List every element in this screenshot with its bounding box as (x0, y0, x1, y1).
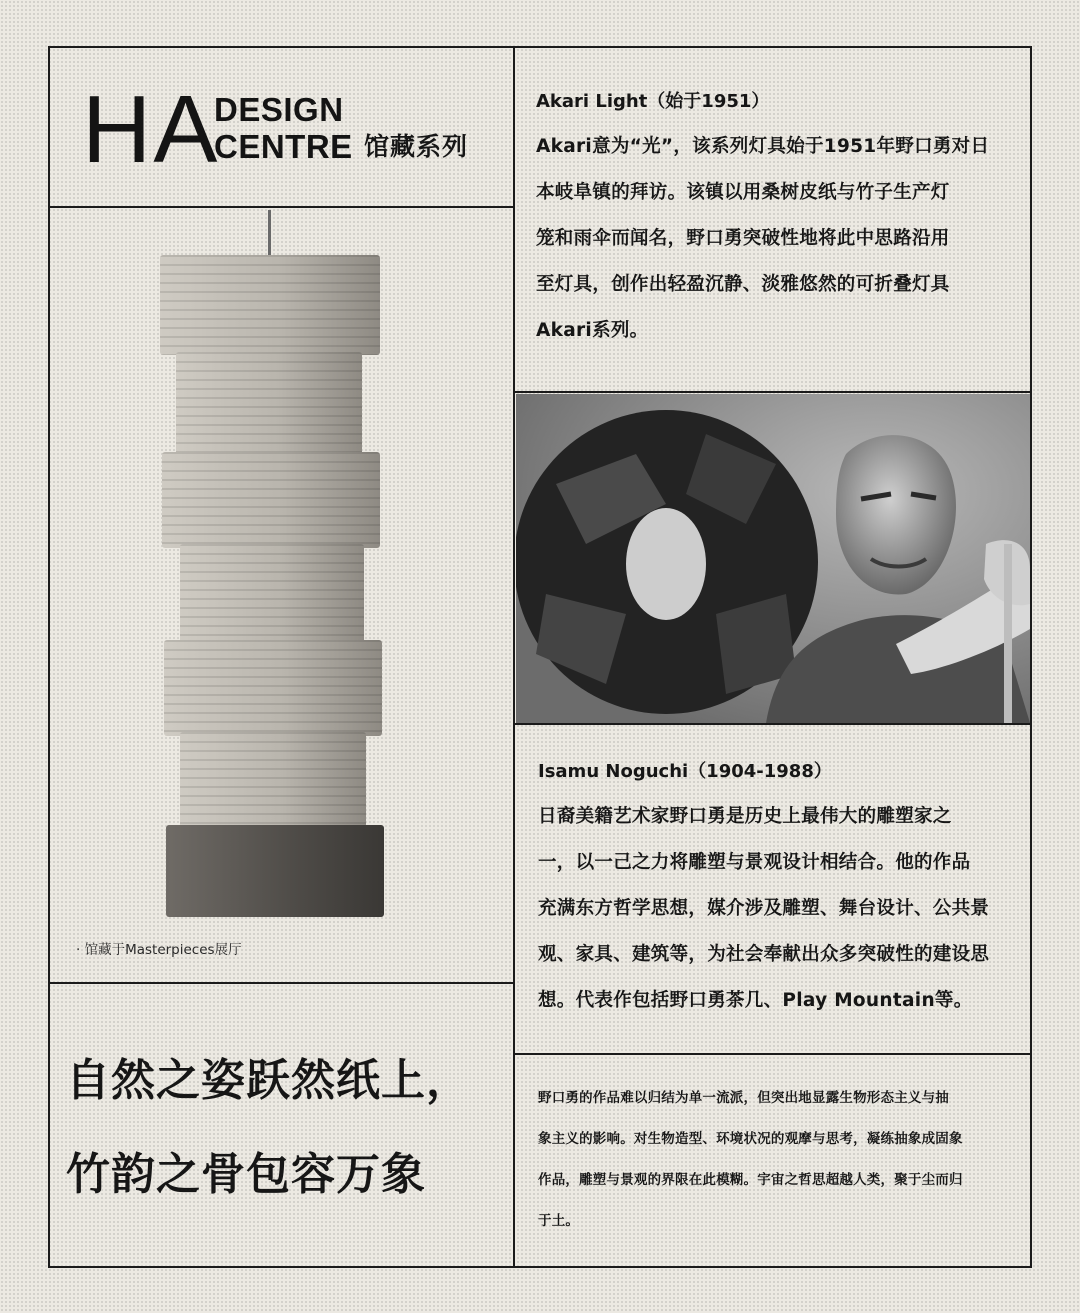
akari-lamp-image (150, 210, 400, 930)
noguchi-body (538, 794, 1018, 1024)
noguchi-heading: Isamu Noguchi（1904-1988） (538, 761, 832, 782)
lamp-segment (160, 255, 380, 355)
lamp-segment (180, 732, 366, 828)
noguchi-line: 想。代表作包括野口勇茶几、Play Mountain等。 (538, 990, 973, 1011)
lamp-segment (166, 825, 384, 917)
logo-centre: CENTRE (214, 128, 353, 165)
divider-logo-bottom (48, 206, 515, 208)
summary-line: 象主义的影响。对生物造型、环境状况的观摩与思考，凝练抽象成固象 (538, 1131, 963, 1147)
akari-line: Akari系列。 (536, 320, 649, 341)
divider-vertical (513, 46, 515, 1268)
slogan (66, 1034, 506, 1222)
divider-bio-bottom (513, 1053, 1032, 1055)
divider-lamp-bottom (48, 982, 515, 984)
noguchi-line: 观、家具、建筑等，为社会奉献出众多突破性的建设思 (538, 944, 990, 965)
akari-line: 笼和雨伞而闻名，野口勇突破性地将此中思路沿用 (536, 228, 950, 249)
akari-line: 本岐阜镇的拜访。该镇以用桑树皮纸与竹子生产灯 (536, 182, 950, 203)
summary-line: 于土。 (538, 1213, 580, 1229)
image-caption: · 馆藏于Masterpieces展厅 (76, 942, 242, 958)
akari-line: Akari意为“光”，该系列灯具始于1951年野口勇对日 (536, 136, 990, 157)
akari-body (536, 124, 1016, 354)
lamp-segment (180, 544, 364, 644)
logo-ha: HA (82, 76, 220, 183)
akari-heading: Akari Light（始于1951） (536, 91, 770, 112)
logo-design: DESIGN (214, 91, 344, 128)
divider-photo-bottom (513, 723, 1032, 725)
noguchi-line: 一，以一己之力将雕塑与景观设计相结合。他的作品 (538, 852, 971, 873)
lamp-segment (162, 452, 380, 548)
noguchi-line: 充满东方哲学思想，媒介涉及雕塑、舞台设计、公共景 (538, 898, 990, 919)
noguchi-portrait-photo (516, 394, 1030, 723)
noguchi-line: 日裔美籍艺术家野口勇是历史上最伟大的雕塑家之 (538, 806, 952, 827)
portrait-illustration (516, 394, 1030, 723)
akari-section (536, 90, 1016, 354)
lamp-segment (164, 640, 382, 736)
noguchi-section (538, 760, 1018, 1024)
slogan-line-2: 竹韵之骨包容万象 (66, 1149, 426, 1200)
lamp-cord (268, 210, 271, 258)
lamp-segment (176, 352, 362, 456)
summary-line: 野口勇的作品难以归结为单一流派，但突出地显露生物形态主义与抽 (538, 1090, 949, 1106)
summary-section (538, 1078, 1018, 1242)
divider-akari-bottom (513, 391, 1032, 393)
akari-line: 至灯具，创作出轻盈沉静、淡雅悠然的可折叠灯具 (536, 274, 950, 295)
collection-series-label: 馆藏系列 (364, 132, 469, 161)
summary-line: 作品，雕塑与景观的界限在此模糊。宇宙之哲思超越人类，聚于尘而归 (538, 1172, 963, 1188)
slogan-line-1: 自然之姿跃然纸上， (66, 1055, 471, 1106)
